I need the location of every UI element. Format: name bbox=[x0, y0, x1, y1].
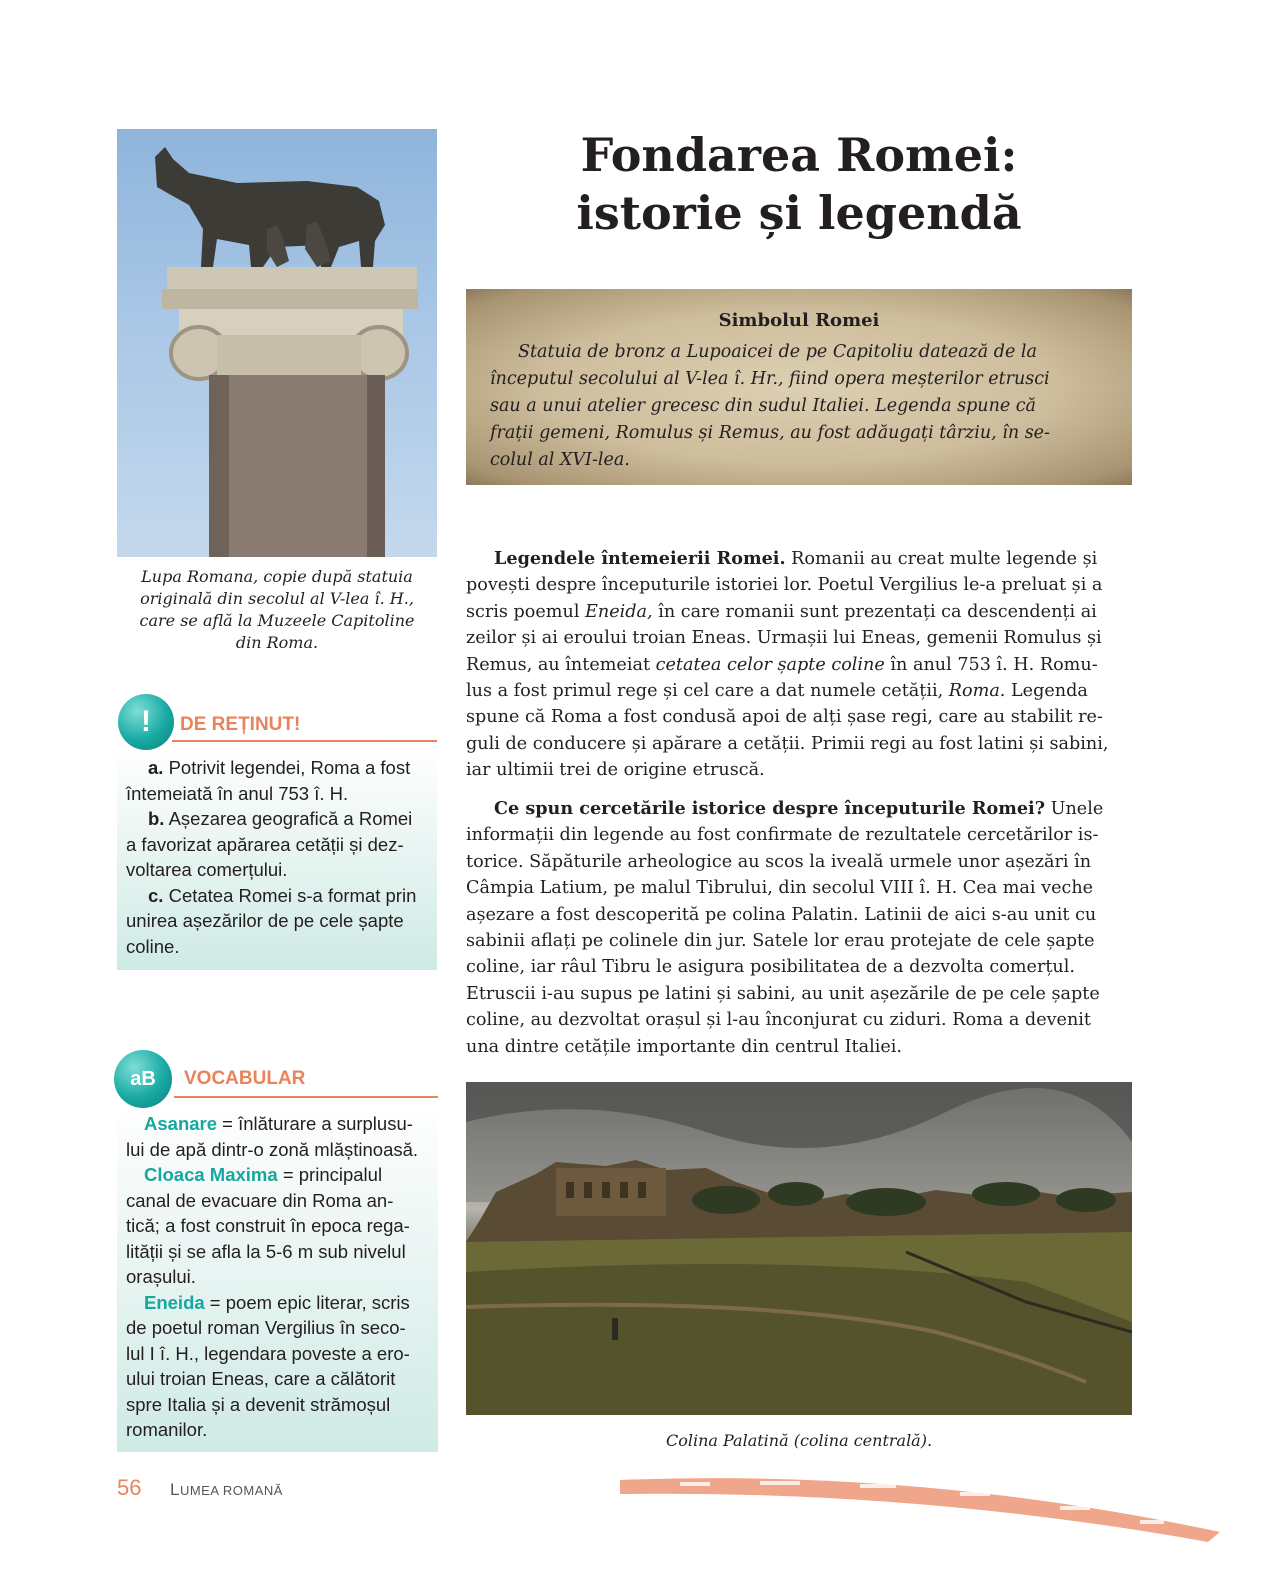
text-line: guli de conducere și apărare a cetății. Primii regi au fost latini și sabini, bbox=[466, 733, 1109, 754]
item-text: coline. bbox=[126, 935, 180, 957]
text-line: povești despre începuturile istoriei lor. Poetul Vergilius le-a preluat și a bbox=[466, 575, 1103, 596]
text-line: colul al XVI-lea. bbox=[490, 450, 630, 470]
statue-caption bbox=[117, 566, 437, 654]
item-marker: a. bbox=[148, 757, 164, 778]
vocab-text: tică; a fost construit în epoca rega- bbox=[126, 1215, 410, 1236]
lupa-romana-photo bbox=[117, 129, 437, 557]
text-line: torice. Săpăturile arheologice au scos la iveală urmele unor așezări în bbox=[466, 851, 1092, 872]
text-line: începutul secolului al V-lea î. Hr., fiind opera meșterilor etrusci bbox=[490, 369, 1050, 389]
text-line: coline, iar râul Tibru le asigura posibilitatea de a dezvolta comerțul. bbox=[466, 957, 1075, 978]
text-run: în care romanii sunt prezentați ca descendenți ai bbox=[652, 601, 1097, 622]
vocab-text: canal de evacuare din Roma an- bbox=[126, 1189, 394, 1211]
text-line: Câmpia Latium, pe malul Tibrului, din secolul VIII î. H. Cea mai veche bbox=[466, 878, 1094, 899]
text-line: zeilor și ai eroului troian Eneas. Urmașii lui Eneas, gemenii Romulus și bbox=[466, 628, 1102, 649]
text-line: sabinii aflați pe colinele din jur. Satele lor erau protejate de cele șapte bbox=[466, 931, 1095, 952]
text-line: iar ultimii trei de origine etruscă. bbox=[466, 760, 765, 781]
text-line: sau a unui atelier grecesc din sudul Italiei. Legenda spune că bbox=[490, 396, 1036, 416]
decorative-frieze bbox=[620, 1472, 1220, 1552]
item-text: voltarea comerțului. bbox=[126, 859, 288, 880]
text-run: Unele bbox=[1045, 799, 1104, 819]
text-line bbox=[466, 796, 1132, 822]
vocab-text: lității și se afla la 5-6 m sub nivelul bbox=[126, 1240, 406, 1262]
vocab-text: de poetul roman Vergilius în seco- bbox=[126, 1317, 406, 1338]
text-line bbox=[466, 599, 1132, 625]
caption-line: Lupa Romana, copie după statuia bbox=[141, 567, 413, 586]
item-marker: b. bbox=[148, 808, 165, 829]
vocab-text: lul I î. H., legendara poveste a ero- bbox=[126, 1342, 410, 1364]
text-run: Remus, au întemeiat bbox=[466, 654, 656, 675]
caption-line: care se află la Muzeele Capitoline bbox=[139, 611, 415, 630]
palatine-illustration bbox=[466, 1082, 1132, 1415]
vocabulary-icon bbox=[114, 1050, 172, 1108]
vocabular-list bbox=[126, 1111, 430, 1443]
vocab-entry bbox=[126, 1162, 430, 1290]
text-run: cetatea celor șapte coline bbox=[655, 654, 885, 675]
vocab-text: = înlăturare a surplusu- bbox=[217, 1113, 413, 1134]
item-text: Potrivit legendei, Roma a fost bbox=[168, 757, 411, 778]
vocab-term: Asanare bbox=[144, 1113, 218, 1134]
palatine-hill-photo bbox=[466, 1082, 1132, 1415]
text-run: Romanii au creat multe legende și bbox=[785, 549, 1098, 569]
frieze-ornament bbox=[620, 1472, 1220, 1552]
text-run: Roma. bbox=[948, 681, 1006, 702]
paragraph-heading: Ce spun cercetările istorice despre începuturile Romei? bbox=[494, 798, 1046, 819]
text-run: lus a fost primul rege și cel care a dat numele cetății, bbox=[466, 681, 949, 702]
vocabular-rule bbox=[174, 1096, 438, 1098]
text-line: una dintre cetățile importante din centrul Italiei. bbox=[466, 1036, 902, 1057]
chapter-initial: L bbox=[170, 1480, 180, 1499]
vocab-text: = principalul bbox=[277, 1164, 383, 1185]
page-title bbox=[466, 126, 1132, 242]
paragraph-legende bbox=[466, 546, 1132, 784]
text-run: Legenda bbox=[1005, 681, 1088, 702]
item-text: a favorizat apărarea cetății și dez- bbox=[126, 833, 404, 855]
text-line: Etruscii i-au supus pe latini și sabini, au unit așezările de pe cele șapte bbox=[466, 983, 1100, 1004]
exclamation-glyph: ! bbox=[141, 705, 151, 738]
text-line bbox=[466, 652, 1132, 678]
text-run: Eneida, bbox=[585, 601, 653, 622]
item-marker: c. bbox=[148, 884, 164, 906]
simbolul-romei-text bbox=[490, 339, 1102, 474]
de-retinut-rule bbox=[172, 740, 437, 742]
vocab-text: romanilor. bbox=[126, 1419, 208, 1440]
exclamation-icon bbox=[118, 694, 174, 750]
chapter-rest: UMEA ROMANĂ bbox=[179, 1483, 283, 1498]
list-item bbox=[126, 883, 428, 960]
text-run: în anul 753 î. H. Romu- bbox=[884, 654, 1098, 675]
chapter-title bbox=[170, 1480, 283, 1500]
vocab-text: spre Italia și a devenit strămoșul bbox=[126, 1393, 391, 1415]
vocab-text: ului troian Eneas, care a călătorit bbox=[126, 1368, 396, 1389]
list-item bbox=[126, 755, 428, 806]
palatine-caption: Colina Palatină (colina centrală). bbox=[665, 1431, 933, 1450]
simbolul-romei-title: Simbolul Romei bbox=[718, 310, 880, 331]
item-text: unirea așezărilor de pe cele șapte bbox=[126, 910, 404, 931]
page-number: 56 bbox=[117, 1475, 142, 1500]
caption-line: din Roma. bbox=[235, 633, 319, 652]
vocab-text: lui de apă dintr-o zonă mlăștinoasă. bbox=[126, 1138, 419, 1160]
statue-illustration bbox=[117, 129, 437, 557]
text-line: spune că Roma a fost condusă apoi de alți șase regi, care au stabilit re- bbox=[466, 707, 1103, 728]
paragraph-cercetari bbox=[466, 796, 1132, 1060]
text-line bbox=[466, 546, 1132, 572]
text-line: Statuia de bronz a Lupoaicei de pe Capitoliu datează de la bbox=[518, 342, 1037, 362]
de-retinut-heading: DE REȚINUT! bbox=[180, 714, 301, 735]
text-line: coline, au dezvoltat orașul și l-au înconjurat cu ziduri. Roma a devenit bbox=[466, 1010, 1091, 1031]
text-run: scris poemul bbox=[466, 601, 586, 622]
vocabulary-glyph: aB bbox=[130, 1067, 156, 1090]
vocab-term: Eneida bbox=[144, 1291, 205, 1313]
vocab-entry bbox=[126, 1290, 430, 1443]
vocab-text: orașului. bbox=[126, 1266, 196, 1287]
text-line: frații gemeni, Romulus și Remus, au fost adăugați târziu, în se- bbox=[490, 423, 1050, 443]
vocab-entry bbox=[126, 1111, 430, 1162]
item-text: întemeiată în anul 753 î. H. bbox=[126, 782, 349, 804]
text-line: informații din legende au fost confirmate de rezultatele cercetărilor is- bbox=[466, 825, 1099, 846]
vocabular-heading: VOCABULAR bbox=[184, 1068, 306, 1089]
paragraph-heading: Legendele întemeierii Romei. bbox=[494, 548, 786, 569]
vocab-text: = poem epic literar, scris bbox=[204, 1291, 410, 1313]
de-retinut-list bbox=[126, 755, 428, 959]
item-text: Cetatea Romei s-a format prin bbox=[168, 884, 417, 906]
vocab-term: Cloaca Maxima bbox=[144, 1164, 278, 1185]
list-item bbox=[126, 806, 428, 883]
caption-line: originală din secolul al V-lea î. H., bbox=[140, 589, 414, 608]
item-text: Așezarea geografică a Romei bbox=[168, 808, 413, 829]
title-line: Fondarea Romei: bbox=[580, 128, 1018, 182]
text-line bbox=[466, 678, 1132, 704]
title-line: istorie și legendă bbox=[576, 186, 1022, 240]
text-line: așezare a fost descoperită pe colina Palatin. Latinii de aici s-au unit cu bbox=[466, 904, 1097, 925]
